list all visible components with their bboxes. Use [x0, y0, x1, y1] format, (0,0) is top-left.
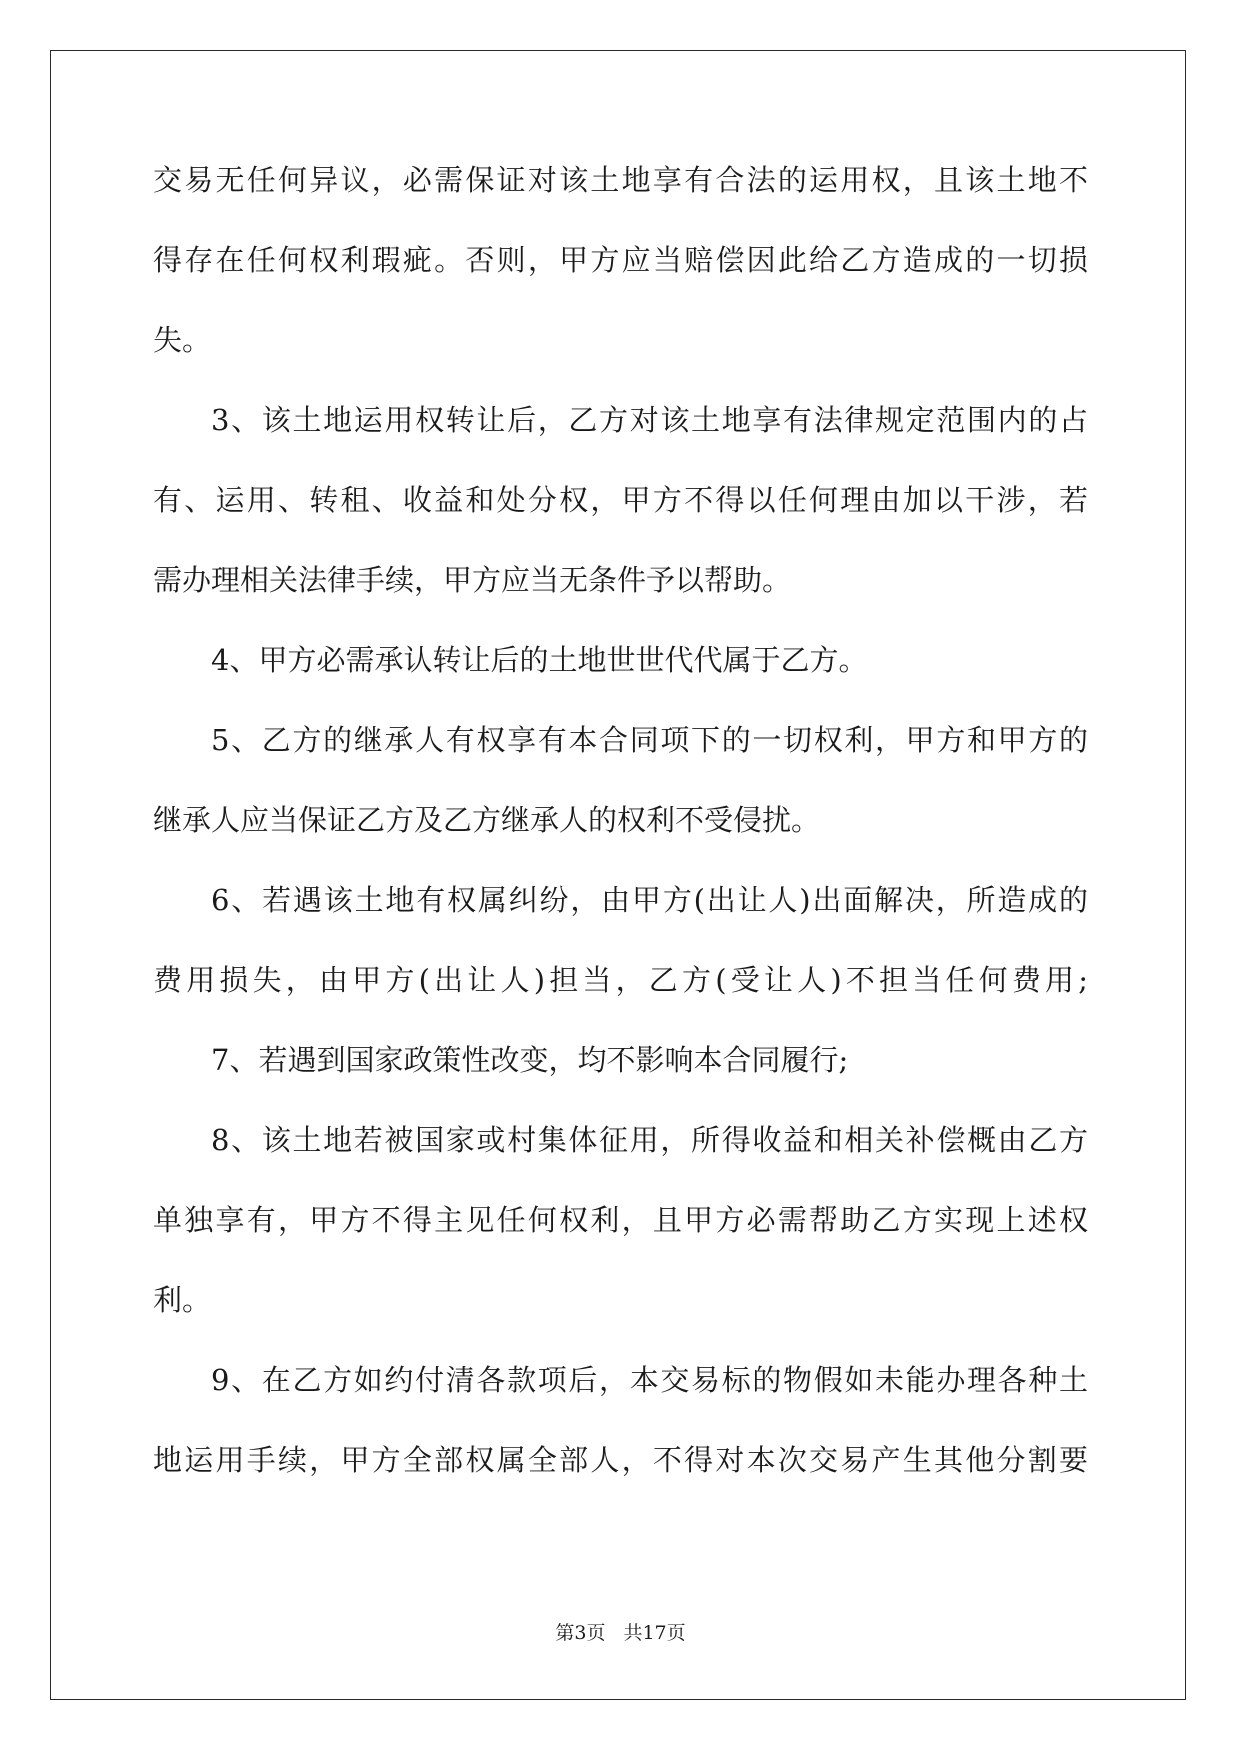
text-line: 地运用手续，甲方全部权属全部人，不得对本次交易产生其他分割要: [153, 1443, 1088, 1477]
text-line: 3、该土地运用权转让后，乙方对该土地享有法律规定范围内的占: [211, 403, 1088, 437]
text-line: 失。: [153, 323, 212, 357]
page-number-current: 第3页: [555, 1622, 606, 1644]
text-line: 继承人应当保证乙方及乙方继承人的权利不受侵扰。: [153, 803, 821, 837]
text-line: 5、乙方的继承人有权享有本合同项下的一切权利，甲方和甲方的: [211, 723, 1088, 757]
text-line: 交易无任何异议，必需保证对该土地享有合法的运用权，且该土地不: [153, 163, 1088, 197]
text-line: 8、该土地若被国家或村集体征用，所得收益和相关补偿概由乙方: [211, 1123, 1088, 1157]
text-line: 6、若遇该土地有权属纠纷，由甲方(出让人)出面解决，所造成的: [211, 883, 1088, 917]
text-line: 有、运用、转租、收益和处分权，甲方不得以任何理由加以干涉，若: [153, 483, 1088, 517]
text-line: 单独享有，甲方不得主见任何权利，且甲方必需帮助乙方实现上述权: [153, 1203, 1088, 1237]
text-line: 7、若遇到国家政策性改变，均不影响本合同履行;: [211, 1043, 849, 1077]
text-line: 需办理相关法律手续，甲方应当无条件予以帮助。: [153, 563, 792, 597]
page-footer: [0, 1621, 1241, 1645]
text-line: 4、甲方必需承认转让后的土地世世代代属于乙方。: [211, 643, 868, 677]
text-line: 得存在任何权利瑕疵。否则，甲方应当赔偿因此给乙方造成的一切损: [153, 243, 1088, 277]
text-line: 利。: [153, 1283, 212, 1317]
text-line: 9、在乙方如约付清各款项后，本交易标的物假如未能办理各种土: [211, 1363, 1088, 1397]
page-number-total: 共17页: [623, 1622, 686, 1644]
text-line: 费用损失，由甲方(出让人)担当，乙方(受让人)不担当任何费用;: [153, 963, 1088, 997]
